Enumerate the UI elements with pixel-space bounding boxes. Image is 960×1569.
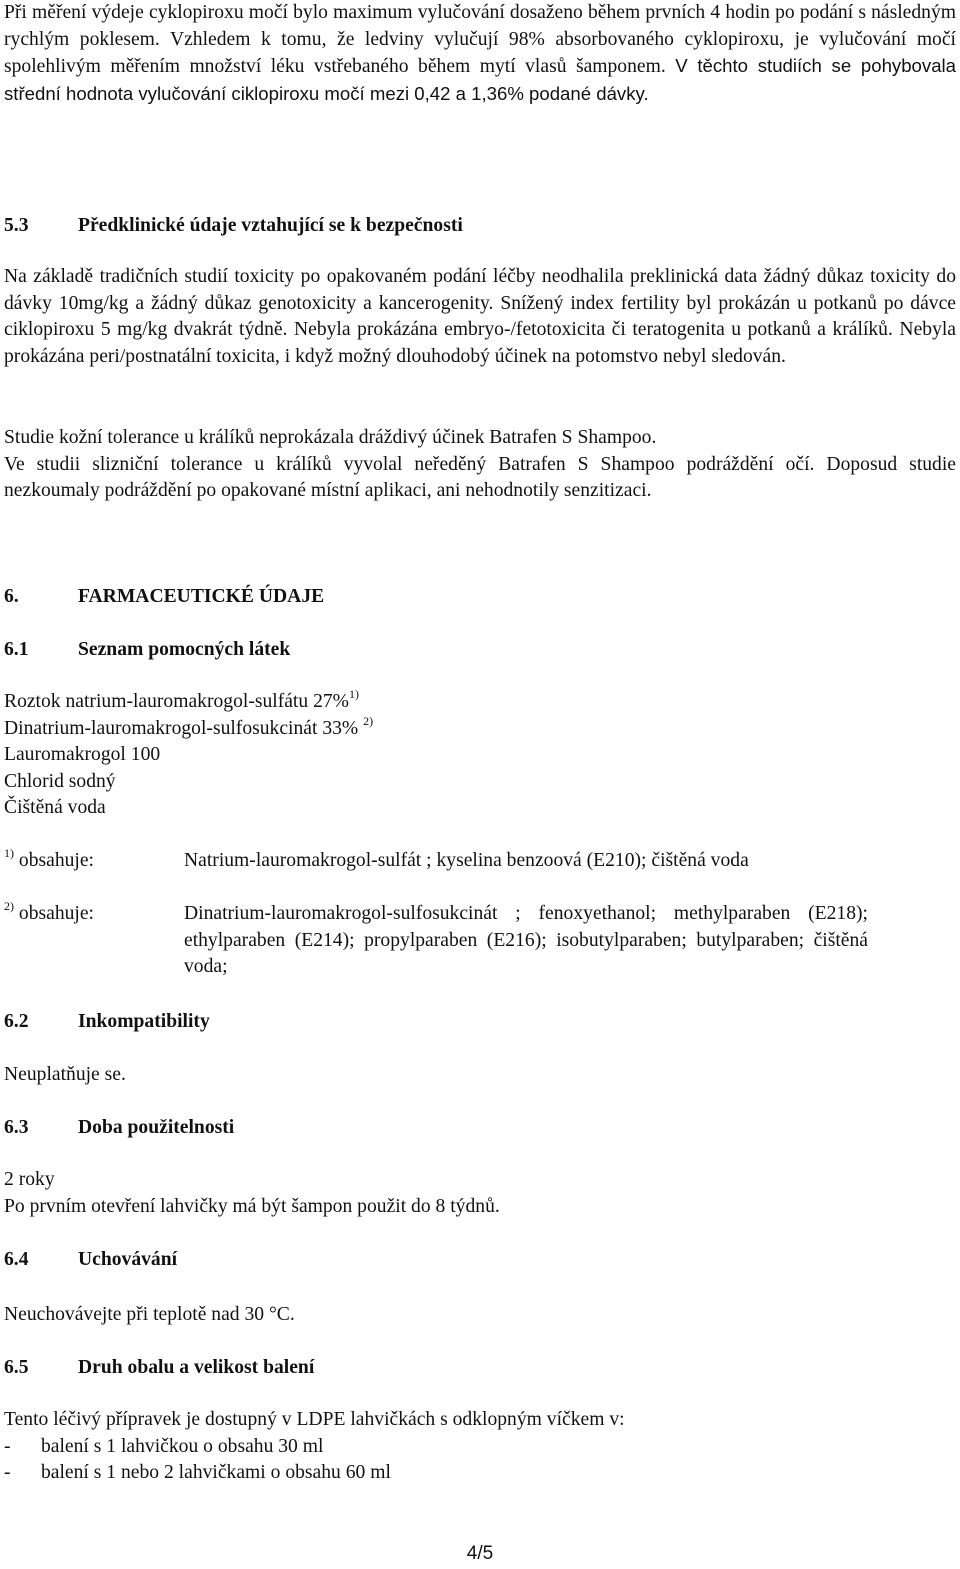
incompatibility-text: Neuplatňuje se. xyxy=(4,1064,126,1085)
section-title: Druh obalu a velikost balení xyxy=(78,1357,315,1378)
footnote-text: Natrium-lauromakrogol-sulfát ; kyselina benzoová (E210); čištěná voda xyxy=(184,850,749,871)
paragraph-sans-text: V těchto studiích se pohybovala střední hodnota vylučování ciklopiroxu močí mezi 0,42 a 1,36% podané dávky. xyxy=(4,55,957,104)
excipient-item: Dinatrium-lauromakrogol-sulfosukcinát 33% $^{2)}$ xyxy=(4,713,374,739)
section-number: 6. xyxy=(4,586,19,607)
section-title: Inkompatibility xyxy=(78,1011,210,1032)
tolerance-paragraph xyxy=(4,425,956,505)
excipient-item: Chlorid sodný xyxy=(4,770,116,792)
list-item xyxy=(4,1460,956,1487)
package-list xyxy=(4,1407,956,1487)
list-item-text: balení s 1 lahvičkou o obsahu 30 ml xyxy=(41,1435,324,1457)
excipient-list xyxy=(4,689,956,822)
pharmacokinetics-paragraph xyxy=(4,0,956,108)
section-title: Seznam pomocných látek xyxy=(78,639,291,660)
footnote-mark: 1) xyxy=(349,687,359,701)
paragraph-fertility-text: Snížený index fertility byl prokázán u potkanů po dávce ciklopiroxu 5 mg/kg dvakrát týdně. Nebyla prokázána embryo-/fetotoxicita či teratogenita u potkanů a králíků. xyxy=(4,292,956,341)
section-number: 6.1 xyxy=(4,639,29,660)
footnote-text: Dinatrium-lauromakrogol-sulfosukcinát ; fenoxyethanol; methylparaben (E218); ethylparaben (E214); propylparaben (E216); isobutylparaben; butylparaben; čištěná voda; xyxy=(184,903,868,978)
preclinical-paragraph xyxy=(4,264,956,370)
excipient-item: Lauromakrogol 100 xyxy=(4,744,161,766)
footnote-label: $^{2)}$ obsahuje: xyxy=(4,899,94,924)
shelf-life-line: 2 roky xyxy=(4,1169,55,1190)
section-number: 5.3 xyxy=(4,215,29,236)
page-number: 4/5 xyxy=(466,1543,494,1564)
footnote-mark: 2) xyxy=(363,713,374,728)
package-intro: Tento léčivý přípravek je dostupný v LDPE lahvičkách s odklopným víčkem v: xyxy=(4,1409,625,1430)
list-dash: - xyxy=(4,1435,11,1457)
excipient-item: Roztok natrium-lauromakrogol-sulfátu 27%$^{1)}$ xyxy=(4,687,359,712)
excipient-item: Čištěná voda xyxy=(4,797,106,819)
section-number: 6.4 xyxy=(4,1249,29,1270)
section-number: 6.2 xyxy=(4,1011,29,1032)
footnote-label: $^{1)}$ obsahuje: xyxy=(4,846,94,871)
storage-text: Neuchovávejte při teplotě nad 30 °C. xyxy=(4,1304,295,1325)
skin-tolerance-line: Studie kožní tolerance u králíků neprokázala dráždivý účinek Batrafen S Shampoo. xyxy=(4,427,657,448)
section-title: Předklinické údaje vztahující se k bezpečnosti xyxy=(78,215,463,236)
paragraph-serif-text: Při měření výdeje cyklopiroxu močí bylo maximum vylučování dosaženo během prvních 4 hodin po podání s následným rychlým poklesem. Vzhledem k tomu, že ledviny vylučují 98% absorbovaného cyklopiroxu, je vylučování močí spolehlivým měřením množství léku vstřebaného během mytí vlasů šamponem. xyxy=(4,2,956,78)
section-title: Uchovávání xyxy=(78,1249,178,1270)
list-item xyxy=(4,1434,956,1461)
section-number: 6.5 xyxy=(4,1357,29,1378)
paragraph-tail-text: Nebyla prokázána peri/postnatální toxicita, i když možný dlouhodobý účinek na potomstvo nebyl sledován. xyxy=(4,319,957,367)
shelf-life-text xyxy=(4,1167,956,1220)
list-dash: - xyxy=(4,1462,11,1484)
section-title: FARMACEUTICKÉ ÚDAJE xyxy=(78,586,325,607)
section-number: 6.3 xyxy=(4,1117,29,1138)
list-item-text: balení s 1 nebo 2 lahvičkami o obsahu 60 ml xyxy=(41,1462,391,1484)
mucosal-tolerance-text: Ve studii slizniční tolerance u králíků vyvolal neředěný Batrafen S Shampoo podráždění očí. Doposud studie nezkoumaly podráždění po opakované místní aplikaci, ani nehodnotily senzitizaci. xyxy=(4,453,956,502)
paragraph-serif-text: Na základě tradičních studií toxicity po opakovaném podání léčby neodhalila preklinická data žádný důkaz toxicity do dávky 10mg/kg a žádný důkaz genotoxicity a kancerogenity. xyxy=(4,266,956,314)
section-title: Doba použitelnosti xyxy=(78,1117,235,1138)
shelf-life-after-opening: Po prvním otevření lahvičky má být šampon použit do 8 týdnů. xyxy=(4,1195,500,1217)
